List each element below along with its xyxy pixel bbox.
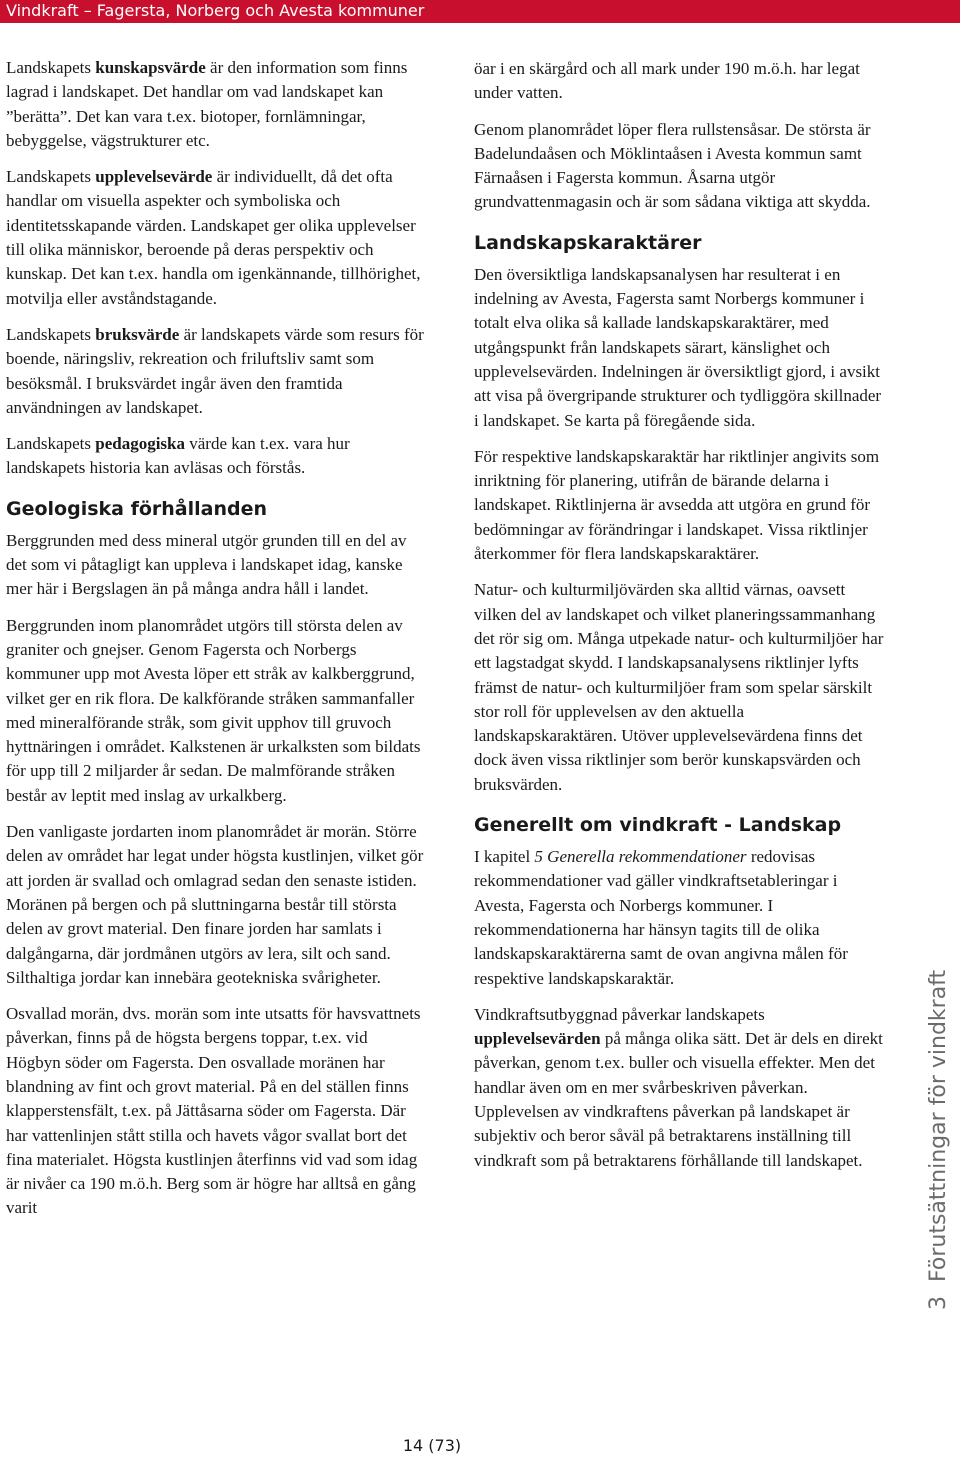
heading-landskapskaraktarer: Landskapskaraktärer (474, 231, 702, 254)
heading-geologiska-forhallanden: Geologiska förhållanden (6, 497, 268, 520)
paragraph-berggrunden-planomradet: Berggrunden inom planområdet utgörs till största delen av graniter och gnejser. Genom Fagersta och Norbergs kommuner upp mot Avesta löper ett stråk av kalkberggrund, vilket ger en rik flora. De kalkförande stråken sammanfaller med mineralförande stråk, som givit upphov till gruvoch hyttnäringen i området. Kalkstenen är urkalksten som bildats för upp till 2 miljarder år sedan. De malmförande stråken består av leptit med inslag av urkalkberg. (6, 615, 421, 805)
left-column (6, 56, 426, 1233)
term-upplevelsevarden: upplevelsevärden (474, 1029, 601, 1049)
chapter-sidebar-label (926, 10, 954, 1310)
reference-kapitel-5: 5 Generella rekommendationer (534, 847, 747, 867)
paragraph-kunskapsvarde: Landskapets kunskapsvärde är den information som finns lagrad i landskapet. Det handlar om vad landskapet kan ”berätta”. Det kan vara t.ex. biotoper, fornlämningar, bebyggelse, vägstrukturer etc. (6, 58, 408, 150)
term-kunskapsvarde: kunskapsvärde (95, 58, 206, 77)
heading-generellt-om-vindkraft: Generellt om vindkraft - Landskap (474, 814, 842, 837)
term-bruksvarde: bruksvärde (95, 324, 180, 344)
right-column (474, 57, 890, 1185)
header-title: Vindkraft – Fagersta, Norberg och Avesta kommuner (6, 1, 425, 20)
paragraph-rullstensasar: Genom planområdet löper flera rullstensåsar. De största är Badelundaåsen och Möklintaåsen i Avesta kommun samt Färnaåsen i Fagersta kommun. Åsarna utgör grundvattenmagasin och är som sådana viktiga att skydda. (474, 119, 871, 212)
paragraph-kapitel-5: I kapitel 5 Generella rekommendationer redovisas rekommendationer vad gäller vindkraftsetableringar i Avesta, Fagersta och Norbergs kommuner. I rekommendationerna har hänsyn tagits till de olika landskapskaraktärerna samt de ovan angivna målen för respektive landskapskaraktär. (474, 847, 848, 988)
paragraph-upplevelsevarde: Landskapets upplevelsevärde är individuellt, då det ofta handlar om visuella aspekter och symboliska och identitetsskapande värden. Landskapet ger olika upplevelser till olika människor, beroende på deras perspektiv och kunskap. Det kan t.ex. handla om igenkännande, tillhörighet, motvilja eller avståndstagande. (6, 167, 421, 308)
term-upplevelsevarde: upplevelsevärde (95, 167, 213, 187)
chapter-title: Förutsättningar för vindkraft (926, 969, 951, 1282)
paragraph-skargard: öar i en skärgård och all mark under 190 m.ö.h. har legat under vatten. (474, 59, 860, 103)
chapter-number: 3 (926, 1296, 951, 1310)
page-number: 14 (73) (402, 1436, 462, 1455)
paragraph-vindkraftsutbyggnad: Vindkraftsutbyggnad påverkar landskapets upplevelsevärden på många olika sätt. Det är dels en direkt påverkan, genom t.ex. buller och visuella effekter. Men det handlar även om en mer svårbeskriven påverkan. Upplevelsen av vindkraftens påverkan på landskapet är subjektiv och beror såväl på betraktarens inställning till vindkraft som på betraktarens förhållande till landskapet. (474, 1004, 883, 1170)
paragraph-riktlinjer: För respektive landskapskaraktär har riktlinjer angivits som inriktning för planering, utifrån de bärande delarna i landskapet. Riktlinjerna är avsedda att utgöra en grund för bedömningar av förändringar i landskapet. Vissa riktlinjer återkommer för flera landskapskaraktärer. (474, 446, 880, 564)
page-header (0, 0, 960, 23)
paragraph-jordarter: Den vanligaste jordarten inom planområdet är morän. Större delen av området har legat under högsta kustlinjen, vilket gör att jorden är svallad och omlagrad sedan den senaste istiden. Moränen på bergen och på sluttningarna består till största delen av grovt material. Den finare jorden har samlats i dalgångarna, där jordmånen utgörs av lera, silt och sand. Silthaltiga jordar kan innebära geotekniska svårigheter. (6, 822, 424, 987)
paragraph-pedagogiska: Landskapets pedagogiska värde kan t.ex. vara hur landskapets historia kan avläsas och förstås. (6, 434, 350, 478)
term-pedagogiska: pedagogiska (95, 434, 185, 454)
paragraph-osvallad-moran: Osvallad morän, dvs. morän som inte utsatts för havsvattnets påverkan, finns på de högsta bergens toppar, t.ex. vid Högbyn söder om Fagersta. Den osvallade moränen har blandning av fint och grovt material. På en del ställen finns klapperstensfält, t.ex. på Jättåsarna söder om Fagersta. Där har vattenlinjen stått stilla och havets vågor svallat bort det fina materialet. Högsta kustlinjen återfinns vid vad som idag är nivåer ca 190 m.ö.h. Berg som är högre har alltså en gång varit (6, 1004, 421, 1218)
paragraph-natur-kulturmiljo: Natur- och kulturmiljövärden ska alltid värnas, oavsett vilken del av landskapet och vilket planeringssammanhang det rör sig om. Många utpekade natur- och kulturmiljöer har ett lagstadgat skydd. I landskapsanalysens riktlinjer lyfts främst de natur- och kulturmiljöer fram som spelar särskilt stor roll för upplevelsen av den aktuella landskapskaraktären. Utöver upplevelsevärdena finns det dock även vissa riktlinjer som berör kunskapsvärden och bruksvärden. (474, 580, 884, 794)
paragraph-berggrunden-intro: Berggrunden med dess mineral utgör grunden till en del av det som vi påtagligt kan uppleva i landskapet idag, kanske mer här i Bergslagen än på många andra håll i landet. (6, 530, 407, 599)
paragraph-landskapsanalys: Den översiktliga landskapsanalysen har resulterat i en indelning av Avesta, Fagersta samt Norbergs kommuner i totalt elva olika så kallade landskapskaraktärer, med utgångspunkt från landskapets särart, känslighet och upplevelsevärden. Indelningen är översiktligt gjord, i avsikt att visa på övergripande strukturer och tydliggöra skillnader i landskapet. Se karta på föregående sida. (474, 264, 882, 430)
paragraph-bruksvarde: Landskapets bruksvärde är landskapets värde som resurs för boende, näringsliv, rekreation och friluftsliv samt som besöksmål. I bruksvärdet ingår även den framtida användningen av landskapet. (6, 324, 424, 417)
